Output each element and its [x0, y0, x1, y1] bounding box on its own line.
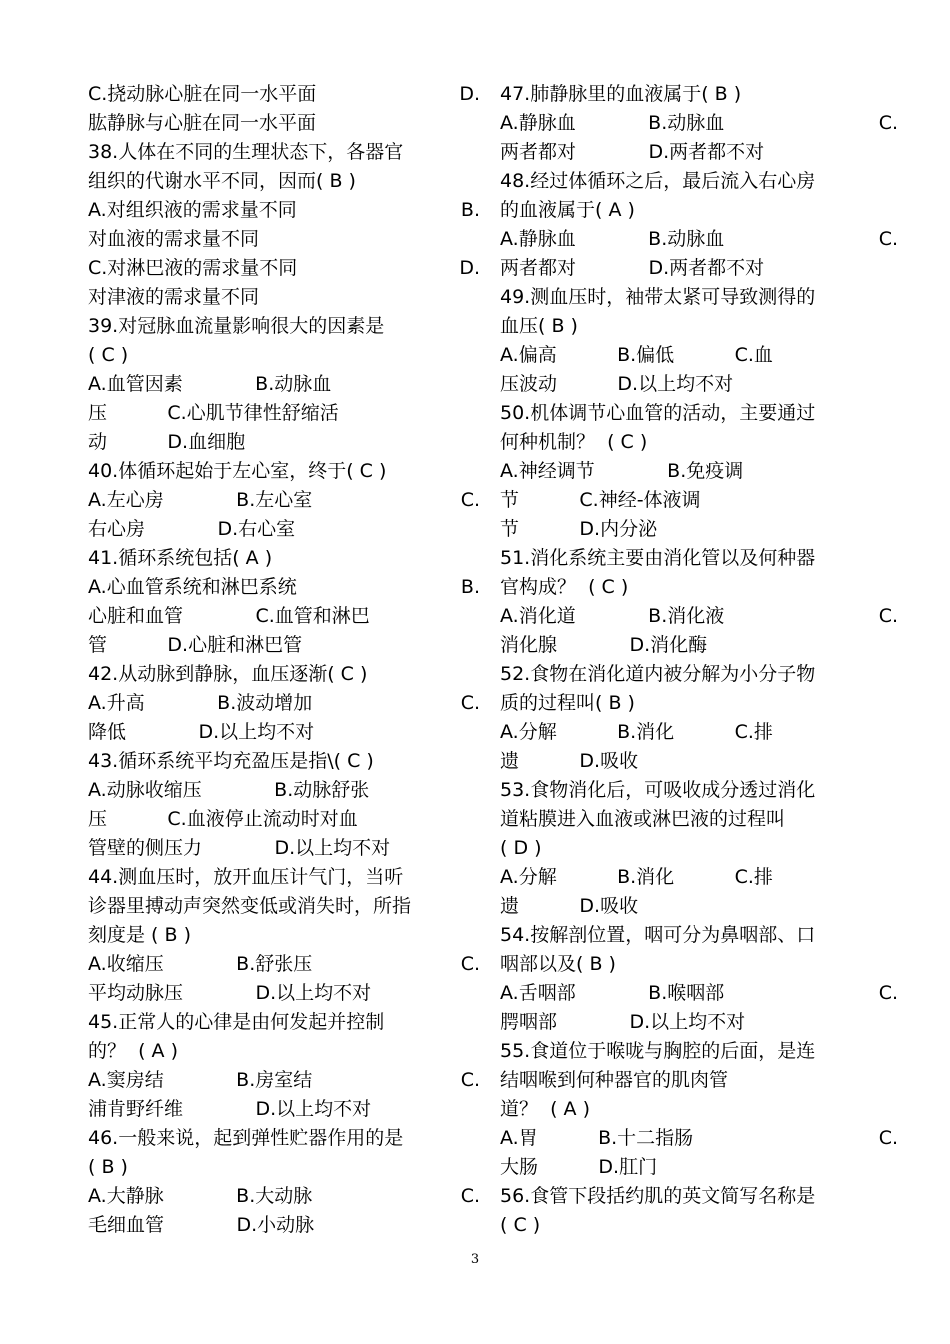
- text-line: [500, 834, 898, 863]
- text-line: [88, 631, 480, 660]
- text-line: [88, 892, 480, 921]
- text-line: [88, 283, 480, 312]
- text-line: [88, 486, 480, 515]
- line-trailing-text: C.: [878, 1127, 898, 1149]
- text-line: [88, 1008, 480, 1037]
- line-text: 压波动 D.以上均不对: [500, 373, 734, 395]
- line-trailing-text: C.: [460, 953, 480, 975]
- text-line: [500, 486, 898, 515]
- line-text: A.左心房 B.左心室: [88, 489, 313, 511]
- text-line: [500, 109, 898, 138]
- line-text: A.心血管系统和淋巴系统: [88, 576, 297, 598]
- line-text: A.血管因素 B.动脉血: [88, 373, 332, 395]
- line-text: 38.人体在不同的生理状态下，各器官: [88, 141, 404, 163]
- text-line: [500, 196, 898, 225]
- text-line: [88, 1037, 480, 1066]
- line-text: 46.一般来说，起到弹性贮器作用的是: [88, 1127, 404, 1149]
- text-line: [500, 573, 898, 602]
- text-line: [500, 863, 898, 892]
- text-line: [500, 1066, 898, 1095]
- text-line: [88, 428, 480, 457]
- text-line: [500, 747, 898, 776]
- text-line: [500, 1008, 898, 1037]
- text-line: [500, 341, 898, 370]
- text-line: [88, 138, 480, 167]
- text-line: [88, 1211, 480, 1240]
- line-trailing-text: C.: [460, 1069, 480, 1091]
- line-text: 44.测血压时，放开血压计气门，当听: [88, 866, 404, 888]
- line-text: 肱静脉与心脏在同一水平面: [88, 112, 317, 134]
- text-line: [500, 1153, 898, 1182]
- line-text: A.神经调节 B.免疫调: [500, 460, 744, 482]
- text-line: [500, 892, 898, 921]
- text-line: [88, 457, 480, 486]
- text-line: [88, 718, 480, 747]
- line-text: ( D ): [500, 837, 542, 859]
- line-text: 两者都对 D.两者都不对: [500, 141, 765, 163]
- text-line: [88, 689, 480, 718]
- text-line: [88, 747, 480, 776]
- text-line: [500, 1182, 898, 1211]
- text-line: [500, 1095, 898, 1124]
- line-text: 50.机体调节心血管的活动，主要通过: [500, 402, 816, 424]
- line-text: 腭咽部 D.以上均不对: [500, 1011, 746, 1033]
- line-text: 节 D.内分泌: [500, 518, 658, 540]
- line-text: A.对组织液的需求量不同: [88, 199, 297, 221]
- text-line: [500, 689, 898, 718]
- text-line: [88, 225, 480, 254]
- line-text: 47.肺静脉里的血液属于( B ): [500, 83, 742, 105]
- text-line: [88, 167, 480, 196]
- line-text: 42.从动脉到静脉，血压逐渐( C ): [88, 663, 368, 685]
- text-line: [88, 1124, 480, 1153]
- line-trailing-text: C.: [460, 692, 480, 714]
- line-text: 毛细血管 D.小动脉: [88, 1214, 315, 1236]
- line-trailing-text: C.: [878, 228, 898, 250]
- text-line: [88, 863, 480, 892]
- text-line: [500, 921, 898, 950]
- text-line: [500, 602, 898, 631]
- text-line: [500, 1124, 898, 1153]
- text-line: [88, 80, 480, 109]
- text-line: [88, 1182, 480, 1211]
- line-text: 压 C.血液停止流动时对血: [88, 808, 358, 830]
- text-line: [88, 370, 480, 399]
- line-text: ( C ): [500, 1214, 541, 1236]
- text-line: [500, 254, 898, 283]
- line-text: A.舌咽部 B.喉咽部: [500, 982, 725, 1004]
- text-line: [88, 109, 480, 138]
- line-text: 右心房 D.右心室: [88, 518, 296, 540]
- line-text: 质的过程叫( B ): [500, 692, 635, 714]
- line-text: 遗 D.吸收: [500, 750, 639, 772]
- line-trailing-text: B.: [460, 199, 480, 221]
- line-text: A.胃 B.十二指肠: [500, 1127, 694, 1149]
- line-text: 诊器里搏动声突然变低或消失时，所指: [88, 895, 412, 917]
- right-column: [500, 80, 898, 1240]
- line-trailing-text: D.: [459, 257, 480, 279]
- line-text: 53.食物消化后，可吸收成分透过消化: [500, 779, 816, 801]
- line-text: 39.对冠脉血流量影响很大的因素是: [88, 315, 385, 337]
- line-text: 55.食道位于喉咙与胸腔的后面，是连: [500, 1040, 816, 1062]
- line-text: 对血液的需求量不同: [88, 228, 260, 250]
- text-line: [500, 167, 898, 196]
- line-text: 48.经过体循环之后，最后流入右心房: [500, 170, 816, 192]
- line-text: 节 C.神经-体液调: [500, 489, 701, 511]
- line-text: A.大静脉 B.大动脉: [88, 1185, 313, 1207]
- line-text: ( C ): [88, 344, 129, 366]
- line-text: 54.按解剖位置，咽可分为鼻咽部、口: [500, 924, 816, 946]
- text-line: [500, 515, 898, 544]
- line-text: 道？ ( A ): [500, 1098, 590, 1120]
- line-text: ( B ): [88, 1156, 128, 1178]
- text-line: [88, 950, 480, 979]
- line-text: 道粘膜进入血液或淋巴液的过程叫: [500, 808, 786, 830]
- text-line: [88, 515, 480, 544]
- text-line: [500, 979, 898, 1008]
- text-line: [500, 80, 898, 109]
- line-text: 心脏和血管 C.血管和淋巴: [88, 605, 370, 627]
- line-text: 咽部以及( B ): [500, 953, 616, 975]
- line-trailing-text: C.: [878, 605, 898, 627]
- line-text: 49.测血压时，袖带太紧可导致测得的: [500, 286, 816, 308]
- text-line: [88, 399, 480, 428]
- line-text: 组织的代谢水平不同，因而( B ): [88, 170, 356, 192]
- line-text: 对津液的需求量不同: [88, 286, 260, 308]
- line-text: 结咽喉到何种器官的肌肉管: [500, 1069, 729, 1091]
- line-text: 刻度是 ( B ): [88, 924, 191, 946]
- line-text: 52.食物在消化道内被分解为小分子物: [500, 663, 816, 685]
- line-text: 血压( B ): [500, 315, 578, 337]
- line-text: 何种机制？ ( C ): [500, 431, 648, 453]
- text-line: [88, 776, 480, 805]
- line-text: 45.正常人的心律是由何发起并控制: [88, 1011, 385, 1033]
- text-line: [88, 254, 480, 283]
- text-line: [88, 341, 480, 370]
- line-trailing-text: D.: [459, 83, 480, 105]
- text-line: [88, 573, 480, 602]
- text-line: [88, 1066, 480, 1095]
- line-text: C.挠动脉心脏在同一水平面: [88, 83, 317, 105]
- text-line: [500, 544, 898, 573]
- line-text: A.静脉血 B.动脉血: [500, 112, 725, 134]
- line-text: 压 C.心肌节律性舒缩活: [88, 402, 339, 424]
- text-line: [88, 602, 480, 631]
- line-text: 41.循环系统包括( A ): [88, 547, 273, 569]
- line-text: A.偏高 B.偏低 C.血: [500, 344, 773, 366]
- line-text: A.窦房结 B.房室结: [88, 1069, 313, 1091]
- line-text: A.收缩压 B.舒张压: [88, 953, 313, 975]
- text-line: [88, 1153, 480, 1182]
- line-text: A.消化道 B.消化液: [500, 605, 725, 627]
- text-line: [500, 776, 898, 805]
- text-line: [500, 428, 898, 457]
- line-text: 浦肯野纤维 D.以上均不对: [88, 1098, 372, 1120]
- line-text: C.对淋巴液的需求量不同: [88, 257, 298, 279]
- line-text: 43.循环系统平均充盈压是指\( C ): [88, 750, 374, 772]
- line-text: A.分解 B.消化 C.排: [500, 721, 773, 743]
- text-line: [88, 834, 480, 863]
- text-line: [500, 950, 898, 979]
- text-line: [88, 805, 480, 834]
- text-line: [500, 225, 898, 254]
- line-text: 官构成？ ( C ): [500, 576, 629, 598]
- text-line: [500, 399, 898, 428]
- line-text: 降低 D.以上均不对: [88, 721, 315, 743]
- line-text: 管 D.心脏和淋巴管: [88, 634, 303, 656]
- text-line: [500, 660, 898, 689]
- line-text: A.动脉收缩压 B.动脉舒张: [88, 779, 370, 801]
- page-number: 3: [470, 1252, 480, 1267]
- text-line: [500, 457, 898, 486]
- line-text: 管壁的侧压力 D.以上均不对: [88, 837, 391, 859]
- line-text: 动 D.血细胞: [88, 431, 246, 453]
- line-text: 51.消化系统主要由消化管以及何种器: [500, 547, 816, 569]
- line-trailing-text: C.: [460, 489, 480, 511]
- text-line: [500, 138, 898, 167]
- text-line: [500, 805, 898, 834]
- line-text: 遗 D.吸收: [500, 895, 639, 917]
- text-line: [500, 1211, 898, 1240]
- text-line: [88, 979, 480, 1008]
- line-text: 的？ ( A ): [88, 1040, 178, 1062]
- text-line: [88, 312, 480, 341]
- text-line: [88, 660, 480, 689]
- text-line: [88, 1095, 480, 1124]
- left-column: [88, 80, 480, 1240]
- line-text: 大肠 D.肛门: [500, 1156, 658, 1178]
- line-trailing-text: C.: [460, 1185, 480, 1207]
- text-line: [88, 921, 480, 950]
- line-text: A.静脉血 B.动脉血: [500, 228, 725, 250]
- line-text: 56.食管下段括约肌的英文简写名称是: [500, 1185, 816, 1207]
- line-text: 的血液属于( A ): [500, 199, 635, 221]
- line-text: 消化腺 D.消化酶: [500, 634, 708, 656]
- text-line: [500, 1037, 898, 1066]
- line-text: A.升高 B.波动增加: [88, 692, 313, 714]
- text-line: [500, 631, 898, 660]
- line-trailing-text: C.: [878, 982, 898, 1004]
- line-text: 平均动脉压 D.以上均不对: [88, 982, 372, 1004]
- line-text: 两者都对 D.两者都不对: [500, 257, 765, 279]
- text-line: [500, 718, 898, 747]
- text-line: [500, 283, 898, 312]
- line-trailing-text: C.: [878, 112, 898, 134]
- text-line: [500, 370, 898, 399]
- text-line: [88, 196, 480, 225]
- line-text: 40.体循环起始于左心室，终于( C ): [88, 460, 387, 482]
- text-line: [88, 544, 480, 573]
- line-trailing-text: B.: [460, 576, 480, 598]
- line-text: A.分解 B.消化 C.排: [500, 866, 773, 888]
- text-line: [500, 312, 898, 341]
